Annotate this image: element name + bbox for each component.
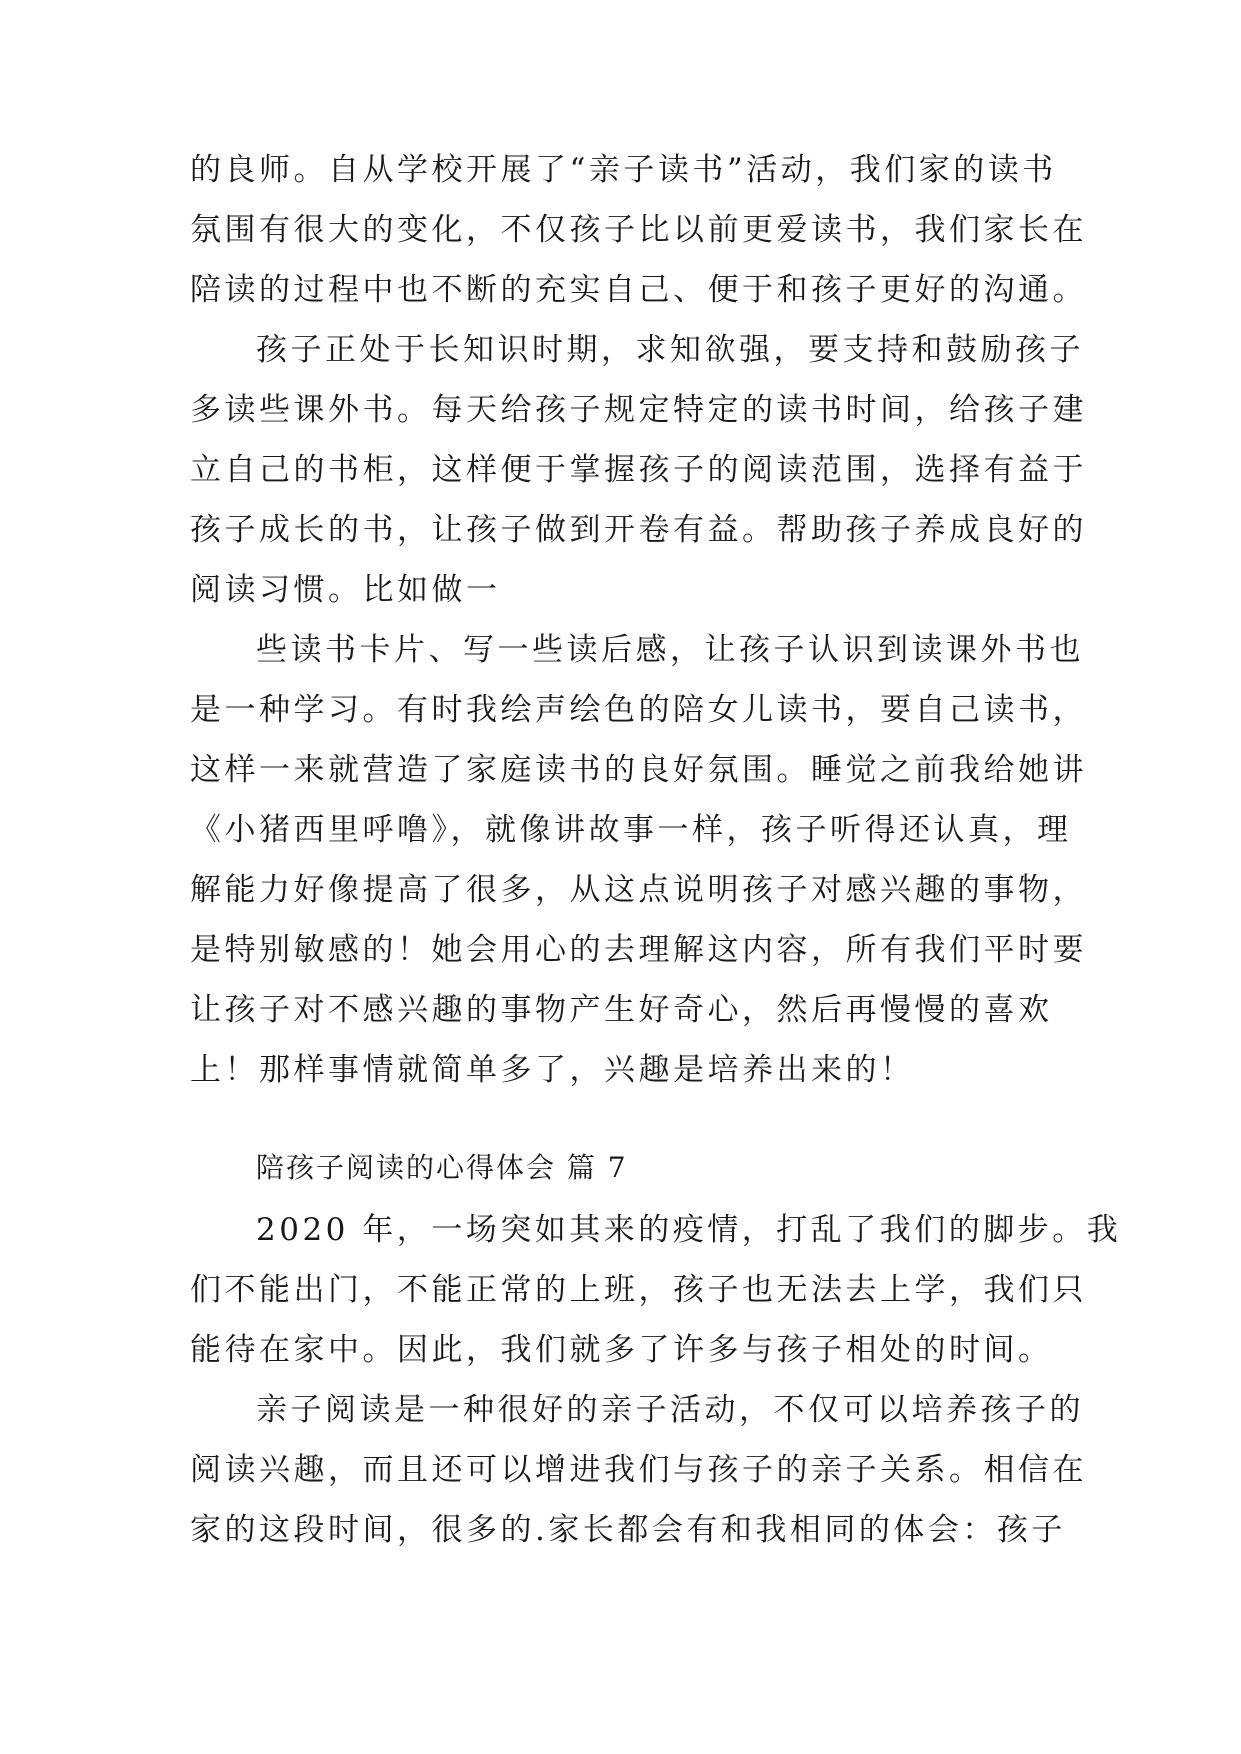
paragraph-line: 们不能出门，不能正常的上班，孩子也无法去上学，我们只 — [190, 1272, 1087, 1308]
section-heading: 陪孩子阅读的心得体会 篇 7 — [256, 1151, 628, 1184]
paragraph-line: 亲子阅读是一种很好的亲子活动，不仅可以培养孩子的 — [256, 1392, 1084, 1428]
paragraph-line: 孩子正处于长知识时期，求知欲强，要支持和鼓励孩子 — [256, 332, 1084, 368]
paragraph-line: 这样一来就营造了家庭读书的良好氛围。睡觉之前我给她讲 — [190, 752, 1087, 788]
paragraph-line: 立自己的书柜，这样便于掌握孩子的阅读范围，选择有益于 — [190, 452, 1087, 488]
paragraph-line: 是一种学习。有时我绘声绘色的陪女儿读书，要自己读书， — [190, 692, 1087, 728]
paragraph-line: 是特别敏感的！她会用心的去理解这内容，所有我们平时要 — [190, 932, 1087, 968]
paragraph-line: 解能力好像提高了很多，从这点说明孩子对感兴趣的事物， — [190, 872, 1087, 908]
paragraph-line: 2020 年，一场突如其来的疫情，打乱了我们的脚步。我 — [256, 1212, 1122, 1248]
paragraph-line: 能待在家中。因此，我们就多了许多与孩子相处的时间。 — [190, 1332, 1053, 1368]
paragraph-line: 家的这段时间，很多的.家长都会有和我相同的体会：孩子 — [190, 1512, 1066, 1548]
paragraph-line: 多读些课外书。每天给孩子规定特定的读书时间，给孩子建 — [190, 392, 1087, 428]
paragraph-line: 陪读的过程中也不断的充实自己、便于和孩子更好的沟通。 — [190, 272, 1087, 308]
paragraph-line: 阅读兴趣，而且还可以增进我们与孩子的亲子关系。相信在 — [190, 1452, 1087, 1488]
paragraph-line: 上！那样事情就简单多了，兴趣是培养出来的！ — [190, 1052, 915, 1088]
paragraph-line: 些读书卡片、写一些读后感，让孩子认识到读课外书也 — [256, 632, 1084, 668]
paragraph-line: 阅读习惯。比如做一 — [190, 572, 501, 608]
paragraph-line: 的良师。自从学校开展了“亲子读书”活动，我们家的读书 — [190, 152, 1057, 188]
paragraph-line: 让孩子对不感兴趣的事物产生好奇心，然后再慢慢的喜欢 — [190, 992, 1053, 1028]
paragraph-line: 氛围有很大的变化，不仅孩子比以前更爱读书，我们家长在 — [190, 212, 1087, 248]
paragraph-line: 孩子成长的书，让孩子做到开卷有益。帮助孩子养成良好的 — [190, 512, 1087, 548]
paragraph-line: 《小猪西里呼噜》，就像讲故事一样，孩子听得还认真，理 — [190, 812, 1072, 848]
